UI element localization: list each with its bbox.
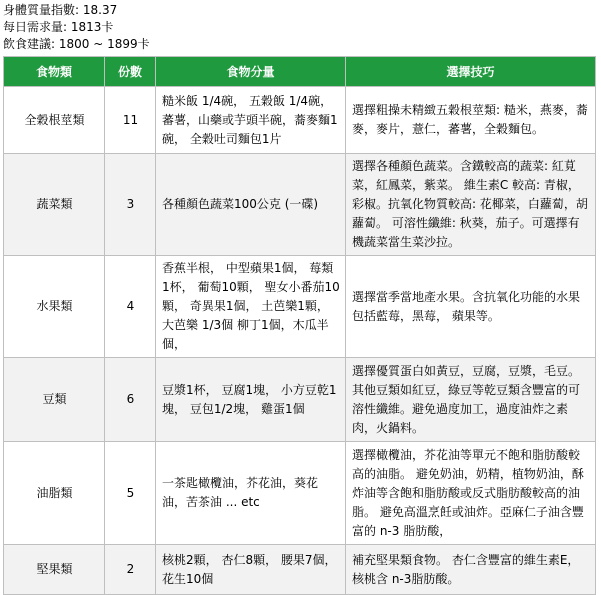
cell-tips: 選擇優質蛋白如黃豆，豆腐，豆漿，毛豆。其他豆類如紅豆，綠豆等乾豆類含豐富的可溶性纖維。避免過度加工，過度油炸之素肉，火鍋料。 bbox=[346, 358, 596, 442]
cell-servings: 5 bbox=[105, 442, 156, 545]
food-guide-table bbox=[3, 56, 596, 595]
bmi-text: 身體質量指數: 18.37 bbox=[3, 3, 118, 17]
table-row bbox=[4, 358, 596, 442]
cell-amount: 一茶匙橄欖油，芥花油，葵花油，苦茶油 ... etc bbox=[156, 442, 346, 545]
cell-amount: 糙米飯 1/4碗， 五穀飯 1/4碗， 蕃薯，山藥或芋頭半碗，蕎麥麵1碗， 全穀吐司麵包1片 bbox=[156, 87, 346, 154]
diet-suggestion-text: 飲食建議: 1800 ~ 1899卡 bbox=[3, 37, 150, 51]
cell-amount: 豆漿1杯， 豆腐1塊， 小方豆乾1塊， 豆包1/2塊， 雞蛋1個 bbox=[156, 358, 346, 442]
cell-category: 堅果類 bbox=[4, 545, 105, 595]
header-selection-tips: 選擇技巧 bbox=[346, 57, 596, 87]
cell-tips: 選擇當季當地產水果。含抗氧化功能的水果包括藍莓，黑莓， 蘋果等。 bbox=[346, 256, 596, 358]
cell-category: 油脂類 bbox=[4, 442, 105, 545]
header-food-amount: 食物分量 bbox=[156, 57, 346, 87]
cell-tips: 選擇各種顏色蔬菜。含鐵較高的蔬菜: 紅莧菜，紅鳳菜，紫菜。 維生素C 較高: 青椒，彩椒。抗氧化物質較高: 花椰菜，白蘿蔔，胡蘿蔔。 可溶性纖維: 秋葵，茄子。可選擇有機蔬菜當生菜沙拉。 bbox=[346, 154, 596, 256]
cell-amount: 核桃2顆， 杏仁8顆， 腰果7個， 花生10個 bbox=[156, 545, 346, 595]
table-header-row bbox=[4, 57, 596, 87]
cell-servings: 6 bbox=[105, 358, 156, 442]
table-row bbox=[4, 545, 596, 595]
cell-tips: 選擇橄欖油，芥花油等單元不飽和脂肪酸較高的油脂。 避免奶油，奶精，植物奶油，酥炸油等含飽和脂肪酸或反式脂肪酸較高的油脂。 避免高溫烹飪或油炸。亞麻仁子油含豐富的 n-3 脂肪酸， bbox=[346, 442, 596, 545]
header-food-category: 食物類 bbox=[4, 57, 105, 87]
cell-servings: 11 bbox=[105, 87, 156, 154]
cell-category: 水果類 bbox=[4, 256, 105, 358]
cell-category: 全穀根莖類 bbox=[4, 87, 105, 154]
table-row bbox=[4, 256, 596, 358]
cell-category: 蔬菜類 bbox=[4, 154, 105, 256]
cell-servings: 4 bbox=[105, 256, 156, 358]
cell-tips: 補充堅果類食物。 杏仁含豐富的維生素E，核桃含 n-3脂肪酸。 bbox=[346, 545, 596, 595]
table-row bbox=[4, 442, 596, 545]
daily-need-text: 每日需求量: 1813卡 bbox=[3, 20, 114, 34]
table-row bbox=[4, 154, 596, 256]
cell-servings: 2 bbox=[105, 545, 156, 595]
cell-tips: 選擇粗操未精緻五穀根莖類: 糙米，燕麥，蕎麥，麥片，薏仁，蕃薯，全穀麵包。 bbox=[346, 87, 596, 154]
cell-amount: 香蕉半根， 中型蘋果1個， 莓類1杯， 葡萄10顆， 聖女小番茄10顆， 奇異果1個， 土芭樂1顆，大芭樂 1/3個 柳丁1個，木瓜半個， bbox=[156, 256, 346, 358]
cell-amount: 各種顏色蔬菜100公克 (一碟) bbox=[156, 154, 346, 256]
header-servings: 份數 bbox=[105, 57, 156, 87]
table-row bbox=[4, 87, 596, 154]
cell-servings: 3 bbox=[105, 154, 156, 256]
nutrition-summary bbox=[0, 0, 601, 53]
cell-category: 豆類 bbox=[4, 358, 105, 442]
